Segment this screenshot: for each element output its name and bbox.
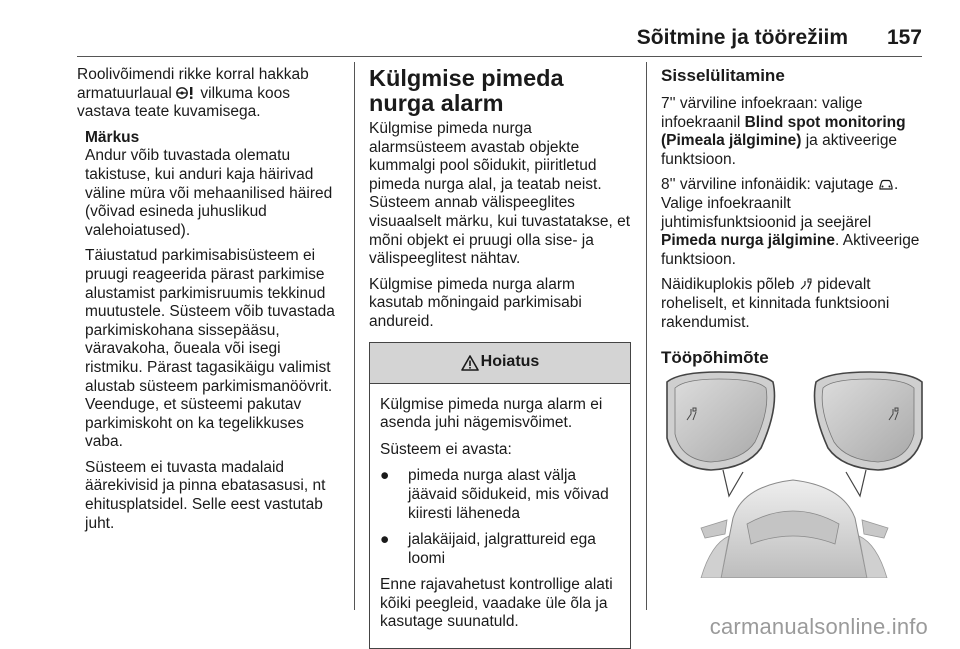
activation-paragraph-1 (661, 95, 927, 169)
mirrors-car-drawing (661, 368, 928, 578)
steering-warning-icon (176, 86, 196, 100)
intro-paragraph (77, 66, 342, 122)
intro-text-b: vilkuma koos vastava teate kuvamisega. (77, 84, 290, 121)
vehicle-menu-icon (878, 178, 894, 191)
activation-heading: Sisselülitamine (661, 66, 785, 85)
blind-spot-heading: Külgmise pimeda nurga alarm (369, 65, 564, 116)
note-label: Märkus (85, 128, 140, 146)
column-left (77, 66, 342, 540)
p1-text-a: 7'' värviline infoekraan: valige infoekraanil (661, 95, 863, 131)
warning-text-1: Külgmise pimeda nurga alarm ei asenda juhi nägemisvõimet. (380, 395, 603, 432)
p2-text-c: . Aktiveerige funktsioon. (661, 232, 920, 268)
warning-body (370, 384, 630, 649)
p1-text-b: ja aktiveerige funktsioon. (661, 132, 898, 168)
warning-bullet: ● pimeda nurga alast välja jäävaid sõidukeid, mis võivad kiiresti läheneda (380, 467, 620, 523)
page-number: 157 (886, 26, 922, 49)
warning-header (370, 343, 630, 384)
activation-paragraph-3 (661, 276, 927, 332)
intro-text-a: Roolivõimendi rikke korral hakkab armatuurlaual (77, 66, 309, 102)
warning-text-3: Enne rajavahetust kontrollige alati kõiki peegleid, vaadake üle õla ja kasutage suunatuld. (380, 576, 613, 631)
watermark: carmanualsonline.info (709, 614, 928, 639)
blind-spot-paragraph-2: Külgmise pimeda nurga alarm kasutab mõningaid parkimisabi andureid. (369, 275, 582, 330)
warning-bullet-text: pimeda nurga alast välja jäävaid sõidukeid, mis võivad kiiresti läheneda (408, 467, 609, 522)
column-middle (369, 66, 631, 649)
column-divider-1 (354, 62, 355, 610)
warning-bullet-text: jalakäijaid, jalgrattureid ega loomi (408, 531, 596, 567)
page-header (0, 0, 960, 56)
column-divider-2 (646, 62, 647, 610)
warning-triangle-icon (461, 355, 479, 371)
warning-text-2: Süsteem ei avasta: (380, 440, 512, 458)
p3-text-b: pidevalt roheliselt, et kinnitada funktsiooni rakendumist. (661, 276, 890, 331)
mirrors-illustration (661, 368, 928, 578)
activation-paragraph-2 (661, 176, 927, 269)
p2-bold: Pimeda nurga jälgimine (661, 232, 835, 250)
blind-spot-paragraph-1: Külgmise pimeda nurga alarmsüsteem avastab objekte kummalgi pool sõidukit, piiritletud pimeda nurga alal, ja teatab neist. Süsteem annab välispeeglites visuaalselt märku, kui tuvastatakse, et mõni objekt ei pruugi olla sise- ja välispeeglitest nähtav. (369, 120, 631, 268)
p3-text-a: Näidikuplokis põleb (661, 276, 799, 294)
warning-bullet: ● jalakäijaid, jalgrattureid ega loomi (380, 531, 620, 568)
header-divider (77, 56, 922, 57)
p2-text-b: . Valige infoekraanilt juhtimisfunktsioonid ja seejärel (661, 176, 899, 231)
section-title: Sõitmine ja töörežiim (636, 26, 848, 49)
operation-heading: Tööpõhimõte (661, 348, 769, 368)
p1-bold: Blind spot monitoring (Pimeala jälgimine) (661, 113, 906, 150)
note-text: Andur võib tuvastada olematu takistuse, kui anduri kaja häirivad väline müra või mehaanilised häired (võivad esineda juhuslikud valehoiatused). (85, 147, 333, 239)
note-block (77, 129, 342, 533)
warning-title: Hoiatus (480, 353, 540, 371)
blind-spot-indicator-icon (799, 278, 813, 291)
note-paragraph-2: Täiustatud parkimisabisüsteem ei pruugi reageerida pärast parkimise alustamist parkimisruumis tekkinud muutustele. Süsteem võib tuvastada parkimiskohana sissepääsu, väravakoha, õueala või isegi ristmiku. Pärast tagasikäigu valimist alustab süsteem parkimismanöövrit. Veenduge, et süsteemi pakutav parkimiskoht on ka tegelikkuses vaba. (85, 247, 335, 451)
note-paragraph-3: Süsteem ei tuvasta madalaid äärekivisid ja pinna ebatasasusi, nt ehitusplatsidel. Selle eest vastutab juht. (85, 458, 326, 532)
p2-text-a: 8'' värviline infonäidik: vajutage (661, 176, 879, 194)
column-right (661, 66, 927, 380)
warning-box (369, 342, 631, 649)
